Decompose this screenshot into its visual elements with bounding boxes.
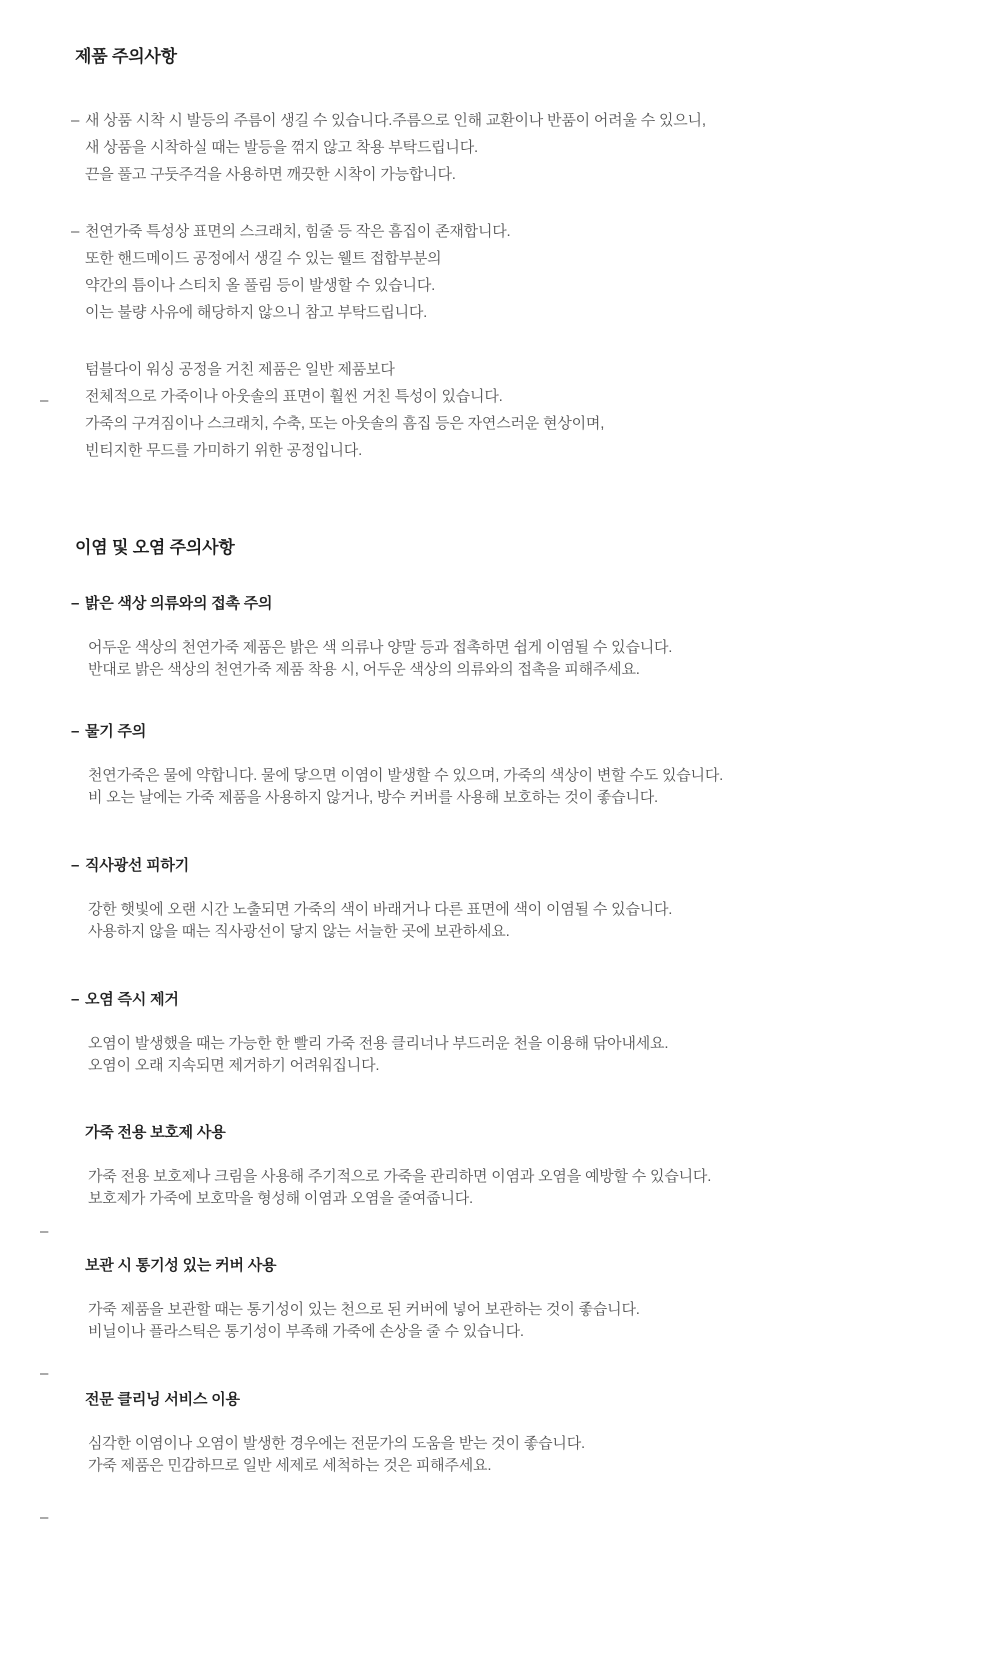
heading-dash: – [71, 991, 80, 1008]
care-item [71, 593, 971, 681]
notice-line: 천연가죽은 물에 약합니다. 물에 닿으면 이염이 발생할 수 있으며, 가죽의 색상이 변할 수도 있습니다. [88, 767, 724, 784]
care-item [71, 989, 971, 1077]
notice-line: 텀블다이 워싱 공정을 거친 제품은 일반 제품보다 [85, 361, 395, 378]
heading-dash: – [71, 857, 80, 874]
notice-bullet [71, 218, 971, 326]
care-item [71, 1255, 971, 1343]
notice-line: 가죽 전용 보호제나 크림을 사용해 주기적으로 가죽을 관리하면 이염과 오염을 예방할 수 있습니다. [88, 1168, 712, 1185]
notice-line: 오염이 오래 지속되면 제거하기 어려워집니다. [88, 1057, 380, 1074]
margin-dash: – [40, 1223, 49, 1240]
care-item-heading: 보관 시 통기성 있는 커버 사용 [85, 1257, 277, 1274]
care-item-heading: 직사광선 피하기 [85, 857, 189, 874]
notice-line: 새 상품을 시착하실 때는 발등을 꺾지 않고 착용 부탁드립니다. [85, 139, 478, 156]
section-title-staining-precautions: 이염 및 오염 주의사항 [75, 538, 235, 557]
notice-line: 또한 핸드메이드 공정에서 생길 수 있는 웰트 접합부분의 [85, 250, 442, 267]
notice-line: 가죽 제품을 보관할 때는 통기성이 있는 천으로 된 커버에 넣어 보관하는 것이 좋습니다. [88, 1301, 640, 1318]
margin-dash: – [40, 392, 49, 409]
notice-line: 이는 불량 사유에 해당하지 않으니 참고 부탁드립니다. [85, 304, 428, 321]
care-item-heading: 오염 즉시 제거 [85, 991, 179, 1008]
notice-bullet [71, 107, 971, 188]
notice-line: 끈을 풀고 구둣주걱을 사용하면 깨끗한 시착이 가능합니다. [85, 166, 456, 183]
notice-line: 반대로 밝은 색상의 천연가죽 제품 착용 시, 어두운 색상의 의류와의 접촉을 피해주세요. [88, 661, 640, 678]
notice-line: 비닐이나 플라스틱은 통기성이 부족해 가죽에 손상을 줄 수 있습니다. [88, 1323, 524, 1340]
notice-line: 심각한 이염이나 오염이 발생한 경우에는 전문가의 도움을 받는 것이 좋습니다. [88, 1435, 585, 1452]
care-item [71, 721, 971, 809]
bullet-dash: – [71, 223, 80, 240]
notice-line: 가죽 제품은 민감하므로 일반 세제로 세척하는 것은 피해주세요. [88, 1457, 492, 1474]
heading-dash: – [71, 595, 80, 612]
care-item-heading: 물기 주의 [85, 723, 147, 740]
notice-line: 비 오는 날에는 가죽 제품을 사용하지 않거나, 방수 커버를 사용해 보호하는 것이 좋습니다. [88, 789, 658, 806]
care-item [71, 855, 971, 943]
notice-line: 사용하지 않을 때는 직사광선이 닿지 않는 서늘한 곳에 보관하세요. [88, 923, 510, 940]
notice-line: 전체적으로 가죽이나 아웃솔의 표면이 훨씬 거친 특성이 있습니다. [85, 388, 503, 405]
notice-line: 빈티지한 무드를 가미하기 위한 공정입니다. [85, 442, 363, 459]
margin-dash: – [40, 1509, 49, 1526]
margin-dash: – [40, 1365, 49, 1382]
section-title-product-precautions: 제품 주의사항 [75, 47, 177, 66]
notice-line: 가죽의 구겨짐이나 스크래치, 수축, 또는 아웃솔의 흠집 등은 자연스러운 현상이며, [85, 415, 605, 432]
notice-line: 천연가죽 특성상 표면의 스크래치, 힘줄 등 작은 흠집이 존재합니다. [85, 223, 511, 240]
heading-dash: – [71, 723, 80, 740]
notice-line: 강한 햇빛에 오랜 시간 노출되면 가죽의 색이 바래거나 다른 표면에 색이 이염될 수 있습니다. [88, 901, 673, 918]
care-item-heading: 가죽 전용 보호제 사용 [85, 1124, 226, 1141]
notice-bullet [71, 356, 971, 464]
care-item [71, 1122, 971, 1210]
notice-line: 새 상품 시착 시 발등의 주름이 생길 수 있습니다.주름으로 인해 교환이나 반품이 어려울 수 있으니, [85, 112, 706, 129]
care-item-heading: 전문 클리닝 서비스 이용 [85, 1391, 240, 1408]
notice-line: 오염이 발생했을 때는 가능한 한 빨리 가죽 전용 클리너나 부드러운 천을 이용해 닦아내세요. [88, 1035, 669, 1052]
care-item [71, 1389, 971, 1477]
notice-line: 어두운 색상의 천연가죽 제품은 밝은 색 의류나 양말 등과 접촉하면 쉽게 이염될 수 있습니다. [88, 639, 673, 656]
bullet-dash: – [71, 112, 80, 129]
care-item-heading: 밝은 색상 의류와의 접촉 주의 [85, 595, 273, 612]
notice-line: 약간의 틈이나 스티치 올 풀림 등이 발생할 수 있습니다. [85, 277, 436, 294]
notice-line: 보호제가 가죽에 보호막을 형성해 이염과 오염을 줄여줍니다. [88, 1190, 474, 1207]
